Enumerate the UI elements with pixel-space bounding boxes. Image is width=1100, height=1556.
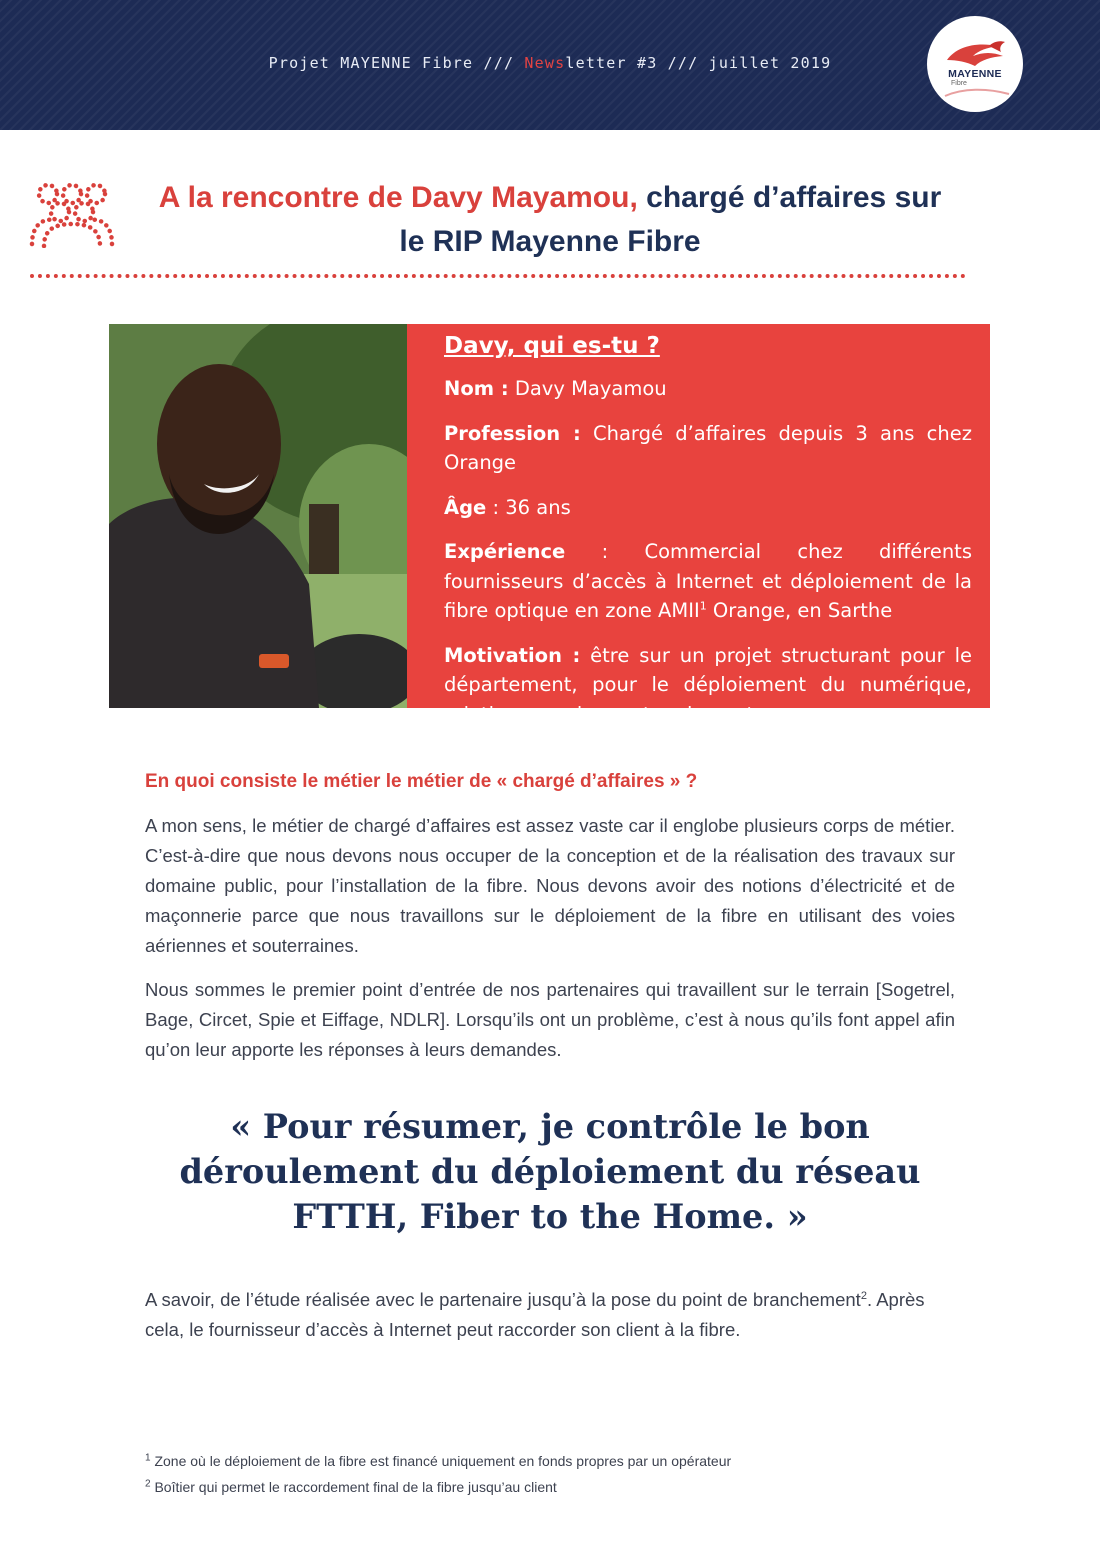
footnote-ref-1[interactable]: 1 (699, 599, 707, 613)
pull-quote: « Pour résumer, je contrôle le bon déroulement du déploiement du réseau FTTH, Fiber to the Home. » (179, 1107, 921, 1236)
paragraph-3 (145, 1285, 955, 1345)
profile-experience (444, 537, 972, 626)
nom-value: Davy Mayamou (508, 377, 667, 400)
paragraph-1: A mon sens, le métier de chargé d’affaires est assez vaste car il englobe plusieurs corps de métier. C’est-à-dire que nous devons nous occuper de la conception et de la réalisation des travaux sur domaine public, pour l’installation de la fibre. Nous devons avoir des notions d’électricité et de maçonnerie parce que nous travaillons sur le déploiement de la fibre en utilisant des voies aériennes et souterraines. (145, 815, 955, 956)
logo-name: MAYENNE (948, 68, 1002, 80)
profile-nom (444, 374, 972, 404)
paragraph-2: Nous sommes le premier point d’entrée de nos partenaires qui travaillent sur le terrain [Sogetrel, Bage, Circet, Spie et Eiffage, NDLR]. Lorsqu’ils ont un problème, c’est à nous qu’ils font appel afin qu’on leur apporte les réponses à leurs demandes. (145, 979, 955, 1060)
age-label: Âge (444, 495, 487, 519)
title-accent: A la rencontre de Davy Mayamou, (158, 181, 638, 214)
motivation-label: Motivation : (444, 643, 581, 667)
paragraph-3-end: . Après cela, le fournisseur d’accès à Internet peut raccorder son client à la fibre. (145, 1289, 925, 1340)
question-heading: En quoi consiste le métier le métier de « chargé d’affaires » ? (145, 771, 698, 792)
profile-age (444, 493, 972, 523)
title-line2: le RIP Mayenne Fibre (399, 225, 701, 258)
title-line1: chargé d’affaires sur (637, 181, 942, 214)
profile-motivation (444, 641, 972, 730)
paragraph-3-text: A savoir, de l’étude réalisée avec le partenaire jusqu’à la pose du point de branchement (145, 1289, 861, 1310)
footnote-1-num: 1 (145, 1452, 151, 1464)
footnote-1-text: Zone où le déploiement de la fibre est financé uniquement en fonds propres par un opérateur (150, 1453, 732, 1469)
profession-value: Chargé d’affaires depuis 3 ans chez Orange (444, 421, 972, 474)
footnote-2 (145, 1474, 731, 1500)
profession-label: Profession : (444, 421, 581, 445)
experience-value: : Commercial chez différents fournisseurs d’accès à Internet et déploiement de la fibre optique en zone AMII (444, 540, 972, 622)
dotted-divider (30, 274, 966, 278)
age-value: : 36 ans (486, 495, 571, 519)
motivation-value: être sur un projet structurant pour le département, pour le déploiement du numérique, relation avec les partenaires, etc. (444, 643, 972, 726)
footnotes (145, 1448, 731, 1500)
profile-heading: Davy, qui es-tu ? (444, 333, 660, 359)
portrait-photo (109, 324, 407, 708)
logo-sub: Fibre (951, 80, 967, 87)
header-banner (0, 0, 1100, 130)
people-icon (28, 180, 116, 248)
newsletter-news: News (524, 54, 566, 72)
footnote-2-num: 2 (145, 1478, 151, 1490)
horse-icon (927, 16, 1023, 112)
page-title (120, 176, 980, 264)
newsletter-rest: letter #3 /// juillet 2019 (565, 54, 832, 72)
experience-label: Expérience (444, 540, 566, 563)
footnote-1 (145, 1448, 731, 1474)
footnote-ref-2[interactable]: 2 (860, 1289, 867, 1302)
footnote-2-text: Boîtier qui permet le raccordement final de la fibre jusqu’au client (150, 1479, 557, 1495)
mayenne-fibre-logo (927, 16, 1023, 112)
profile-infobox (407, 324, 990, 726)
nom-label: Nom : (444, 377, 509, 400)
newsletter-prefix: Projet MAYENNE Fibre /// (268, 54, 525, 72)
experience-value-end: Orange, en Sarthe (706, 599, 893, 622)
profile-profession (444, 419, 972, 478)
